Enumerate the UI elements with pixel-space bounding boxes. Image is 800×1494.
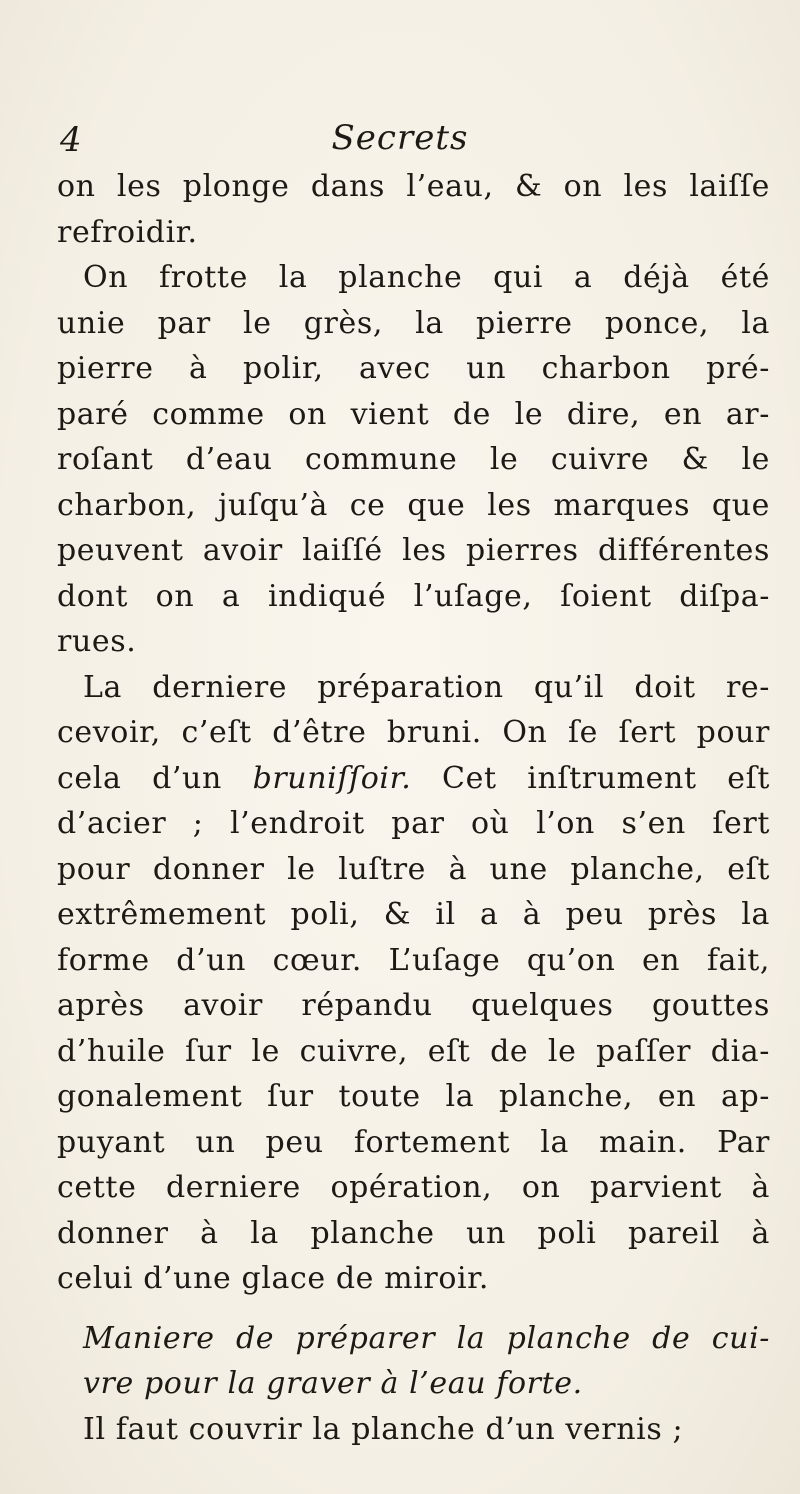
- running-title: Secrets: [331, 118, 469, 158]
- paragraph-derniere: [57, 665, 770, 1302]
- text-line: celui d’une glace de miroir.: [57, 1261, 489, 1296]
- text-line: forme d’un cœur. L’uſage qu’on en fait,: [57, 942, 770, 978]
- text-line: Il faut couvrir la planche d’un vernis ;: [83, 1411, 684, 1447]
- text-line: donner à la planche un poli pareil à: [57, 1215, 770, 1251]
- text-line: pour donner le luſtre à une planche, eſt: [57, 851, 770, 887]
- paragraph-continuation: [57, 164, 770, 255]
- text-fragment: Cet inſtrument eſt: [411, 760, 770, 796]
- text-line: gonalement ſur toute la planche, en ap-: [57, 1079, 770, 1114]
- text-line-with-italic: [57, 756, 770, 802]
- section-heading: [57, 1316, 770, 1407]
- text-line: unie par le grès, la pierre ponce, la: [57, 305, 770, 341]
- text-line: paré comme on vient de le dire, en ar-: [57, 396, 770, 432]
- text-fragment: cela d’un: [57, 760, 253, 796]
- text-line: peuvent avoir laiſſé les pierres différentes: [57, 533, 770, 568]
- paragraph-final: [57, 1407, 770, 1453]
- text-line: refroidir.: [57, 214, 198, 250]
- heading-line: Maniere de préparer la planche de cui-: [83, 1320, 770, 1356]
- text-line: après avoir répandu quelques gouttes: [57, 988, 770, 1023]
- text-line: d’huile ſur le cuivre, eſt de le paſſer dia-: [57, 1033, 770, 1069]
- italic-term: bruniſſoir.: [252, 760, 412, 796]
- text-line: cevoir, c’eſt d’être bruni. On ſe ſert pour: [57, 715, 770, 750]
- heading-line: vre pour la graver à l’eau forte.: [83, 1366, 583, 1401]
- paragraph-frotte: [57, 255, 770, 665]
- page-number: 4: [60, 120, 82, 160]
- text-line: d’acier ; l’endroit par où l’on s’en ſert: [57, 806, 770, 841]
- body-text: [57, 164, 770, 1452]
- text-line: On frotte la planche qui a déjà été: [83, 260, 770, 295]
- text-line: La derniere préparation qu’il doit re-: [83, 669, 770, 705]
- text-line: puyant un peu fortement la main. Par: [57, 1124, 770, 1160]
- text-line: rues.: [57, 624, 137, 659]
- text-line: cette derniere opération, on parvient à: [57, 1170, 770, 1205]
- text-line: pierre à polir, avec un charbon pré-: [57, 351, 770, 386]
- text-line: charbon, juſqu’à ce que les marques que: [57, 487, 770, 523]
- text-line: on les plonge dans l’eau, & on les laiſſe: [57, 169, 770, 204]
- text-line: extrêmement poli, & il a à peu près la: [57, 897, 770, 932]
- text-line: roſant d’eau commune le cuivre & le: [57, 442, 770, 477]
- text-line: dont on a indiqué l’uſage, ſoient diſpa-: [57, 578, 770, 614]
